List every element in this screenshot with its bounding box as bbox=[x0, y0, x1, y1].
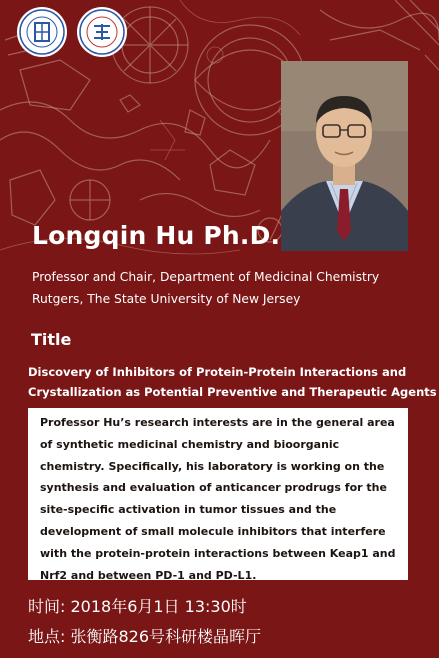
fudan-university-seal-icon bbox=[16, 6, 68, 58]
talk-title-line: Discovery of Inhibitors of Protein-Protein Interactions and bbox=[28, 365, 407, 379]
affiliation-line-institution: Rutgers, The State University of New Jersey bbox=[32, 292, 301, 306]
speaker-portrait bbox=[281, 61, 408, 251]
bio-text: Professor Hu’s research interests are in the general area of synthetic medicinal chemistry and bioorganic chemistry. Specifically, his laboratory is working on the synthesis and evaluation of anticancer prodrugs for the site-specific activation in tumor tissues and the development of small molecule inhibitors that interfere with the protein-protein interactions between Keap1 and Nrf2 and between PD-1 and PD-L1. bbox=[40, 416, 396, 582]
school-of-pharmacy-seal-icon bbox=[76, 6, 128, 58]
talk-title-line: Crystallization as Potential Preventive and Therapeutic Agents bbox=[28, 385, 437, 399]
affiliation-line-position: Professor and Chair, Department of Medicinal Chemistry bbox=[32, 270, 380, 284]
event-time: 时间: 2018年6月1日 13:30时 bbox=[28, 597, 247, 616]
speaker-name: Longqin Hu Ph.D. bbox=[32, 221, 281, 250]
event-location: 地点: 张衡路826号科研楼晶晖厅 bbox=[28, 627, 262, 646]
speaker-affiliation bbox=[32, 266, 412, 310]
bio-panel bbox=[28, 408, 408, 580]
section-heading-title: Title bbox=[31, 330, 72, 349]
talk-title bbox=[28, 362, 438, 402]
